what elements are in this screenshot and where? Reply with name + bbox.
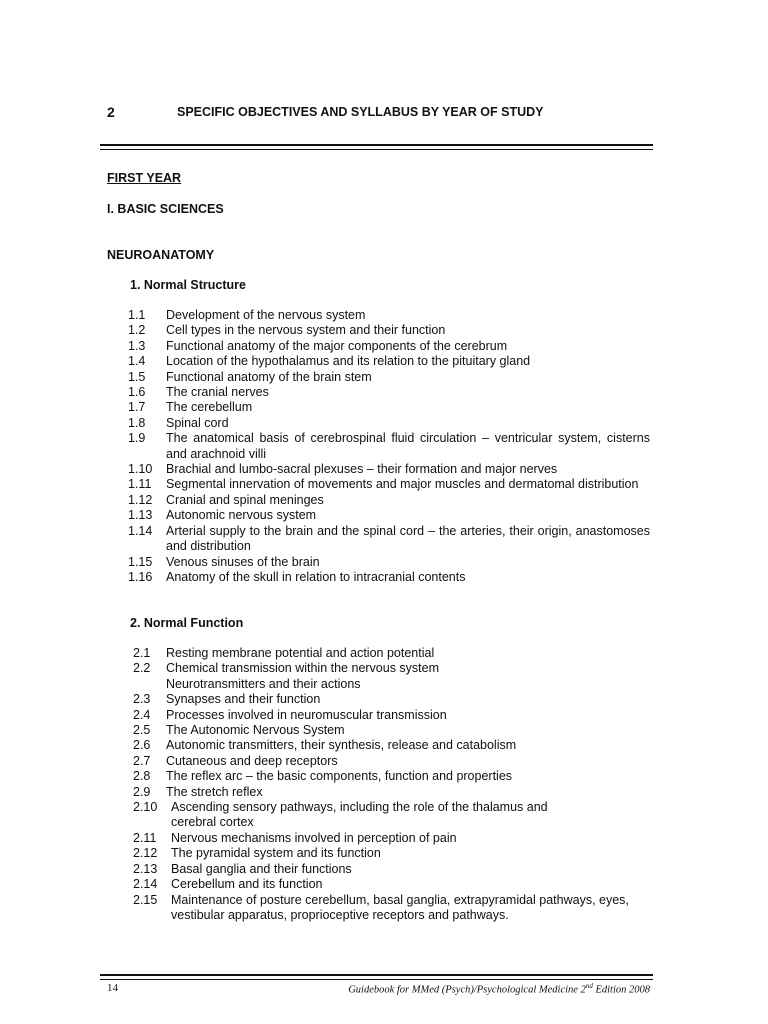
list-item <box>133 646 650 661</box>
item-number: 2.1 <box>133 646 151 660</box>
item-number: 1.13 <box>128 508 153 523</box>
item-number: 2.10 <box>133 800 158 815</box>
list-item <box>133 785 650 800</box>
item-number: 2.12 <box>133 846 158 861</box>
list-item <box>128 570 650 585</box>
item-number: 2.2 <box>133 661 151 676</box>
item-number: 2.13 <box>133 861 158 876</box>
item-number: 1.8 <box>128 415 146 430</box>
list-item <box>128 431 650 462</box>
item-number: 2.7 <box>133 753 151 768</box>
item-text: Functional anatomy of the brain stem <box>166 369 372 384</box>
item-text: Segmental innervation of movements and major muscles and dermatomal distribution <box>166 477 639 492</box>
item-text: Maintenance of posture cerebellum, basal ganglia, extrapyramidal pathways, eyes, vestibular apparatus, proprioceptive receptors and pathways. <box>171 892 629 922</box>
list-item <box>128 462 650 477</box>
item-text: The reflex arc – the basic components, function and properties <box>166 769 513 784</box>
item-text: Cerebellum and its function <box>171 877 323 892</box>
list-item <box>128 555 650 570</box>
item-text: The anatomical basis of cerebrospinal fluid circulation – ventricular system, cisterns and arachnoid villi <box>166 431 650 461</box>
list-item <box>128 323 650 338</box>
item-number: 2.9 <box>133 784 151 799</box>
item-text: The stretch reflex <box>166 784 263 799</box>
item-number: 2.15 <box>133 892 158 907</box>
item-text: Spinal cord <box>166 415 229 430</box>
list-item <box>128 385 650 400</box>
item-text: Autonomic nervous system <box>166 508 317 523</box>
list-item <box>128 508 650 523</box>
item-text: Chemical transmission within the nervous system Neurotransmitters and their actions <box>166 661 440 691</box>
section1-heading: 1. Normal Structure <box>130 278 247 292</box>
item-number: 2.5 <box>133 723 151 738</box>
item-number: 1.3 <box>128 338 146 353</box>
item-number: 1.9 <box>128 431 146 446</box>
list-item <box>133 738 650 753</box>
list-item <box>128 416 650 431</box>
item-number: 1.2 <box>128 323 146 338</box>
list-item <box>133 692 650 707</box>
item-number: 1.11 <box>128 477 152 492</box>
item-text: The cranial nerves <box>166 385 269 400</box>
section-number: 2 <box>107 104 115 120</box>
item-number: 2.8 <box>133 769 151 784</box>
item-text: Resting membrane potential and action potential <box>166 646 435 660</box>
list-item <box>133 800 650 831</box>
item-text: Location of the hypothalamus and its relation to the pituitary gland <box>166 354 531 369</box>
page-number: 14 <box>107 982 118 994</box>
list-item <box>128 354 650 369</box>
list-item <box>128 400 650 415</box>
item-number: 2.11 <box>133 830 157 845</box>
item-number: 1.4 <box>128 354 146 369</box>
item-number: 1.10 <box>128 462 153 477</box>
item-text: Basal ganglia and their functions <box>171 861 352 876</box>
item-text: The pyramidal system and its function <box>171 846 381 861</box>
item-number: 1.6 <box>128 385 146 400</box>
list-item <box>133 723 650 738</box>
header-divider <box>100 144 653 150</box>
list-item <box>133 708 650 723</box>
item-text: Processes involved in neuromuscular transmission <box>166 707 447 722</box>
subject-heading: NEUROANATOMY <box>107 248 215 262</box>
list-item <box>128 339 650 354</box>
list-item <box>128 477 650 492</box>
item-text: Cranial and spinal meninges <box>166 492 324 507</box>
list-item <box>133 661 650 692</box>
item-text: Synapses and their function <box>166 692 321 707</box>
item-text: Nervous mechanisms involved in perception of pain <box>171 830 457 845</box>
item-number: 1.1 <box>128 308 146 322</box>
page-title: SPECIFIC OBJECTIVES AND SYLLABUS BY YEAR OF STUDY <box>177 105 544 119</box>
item-number: 1.12 <box>128 492 153 507</box>
footer-guide-prefix: Guidebook for MMed (Psych)/Psychological Medicine 2 <box>348 984 586 996</box>
item-number: 1.15 <box>128 554 153 569</box>
list-item <box>128 308 650 323</box>
item-number: 2.3 <box>133 692 151 707</box>
footer-guide-title <box>348 982 650 996</box>
item-number: 2.4 <box>133 707 151 722</box>
list-item <box>133 862 650 877</box>
list-item <box>128 370 650 385</box>
list-item <box>133 769 650 784</box>
item-number: 1.5 <box>128 369 146 384</box>
list-item <box>133 831 650 846</box>
item-text: Autonomic transmitters, their synthesis, release and catabolism <box>166 738 517 753</box>
list-item <box>133 893 650 924</box>
footer-divider <box>100 974 653 980</box>
footer-guide-sup: nd <box>585 982 593 990</box>
item-text: The Autonomic Nervous System <box>166 723 345 738</box>
item-text: The cerebellum <box>166 400 253 415</box>
item-text: Ascending sensory pathways, including the role of the thalamus and cerebral cortex <box>171 800 548 830</box>
item-text: Venous sinuses of the brain <box>166 554 320 569</box>
item-number: 1.7 <box>128 400 146 415</box>
list-item <box>128 524 650 555</box>
item-number: 2.6 <box>133 738 151 753</box>
item-number: 1.14 <box>128 523 153 538</box>
list-item <box>133 877 650 892</box>
list-item <box>133 754 650 769</box>
item-text: Brachial and lumbo-sacral plexuses – their formation and major nerves <box>166 462 558 477</box>
item-text: Cell types in the nervous system and their function <box>166 323 446 338</box>
item-text: Anatomy of the skull in relation to intracranial contents <box>166 569 466 584</box>
part-heading: I. BASIC SCIENCES <box>107 202 224 216</box>
footer-guide-suffix: Edition 2008 <box>592 984 650 996</box>
normal-structure-list <box>128 308 650 585</box>
item-text: Cutaneous and deep receptors <box>166 753 338 768</box>
item-text: Arterial supply to the brain and the spinal cord – the arteries, their origin, anastomoses and distribution <box>166 523 650 554</box>
normal-function-list <box>133 646 650 923</box>
item-text: Development of the nervous system <box>166 308 366 322</box>
year-heading: FIRST YEAR <box>107 171 182 185</box>
item-number: 2.14 <box>133 877 158 892</box>
list-item <box>133 846 650 861</box>
item-number: 1.16 <box>128 569 153 584</box>
list-item <box>128 493 650 508</box>
section2-heading: 2. Normal Function <box>130 616 244 630</box>
item-text: Functional anatomy of the major components of the cerebrum <box>166 338 508 353</box>
